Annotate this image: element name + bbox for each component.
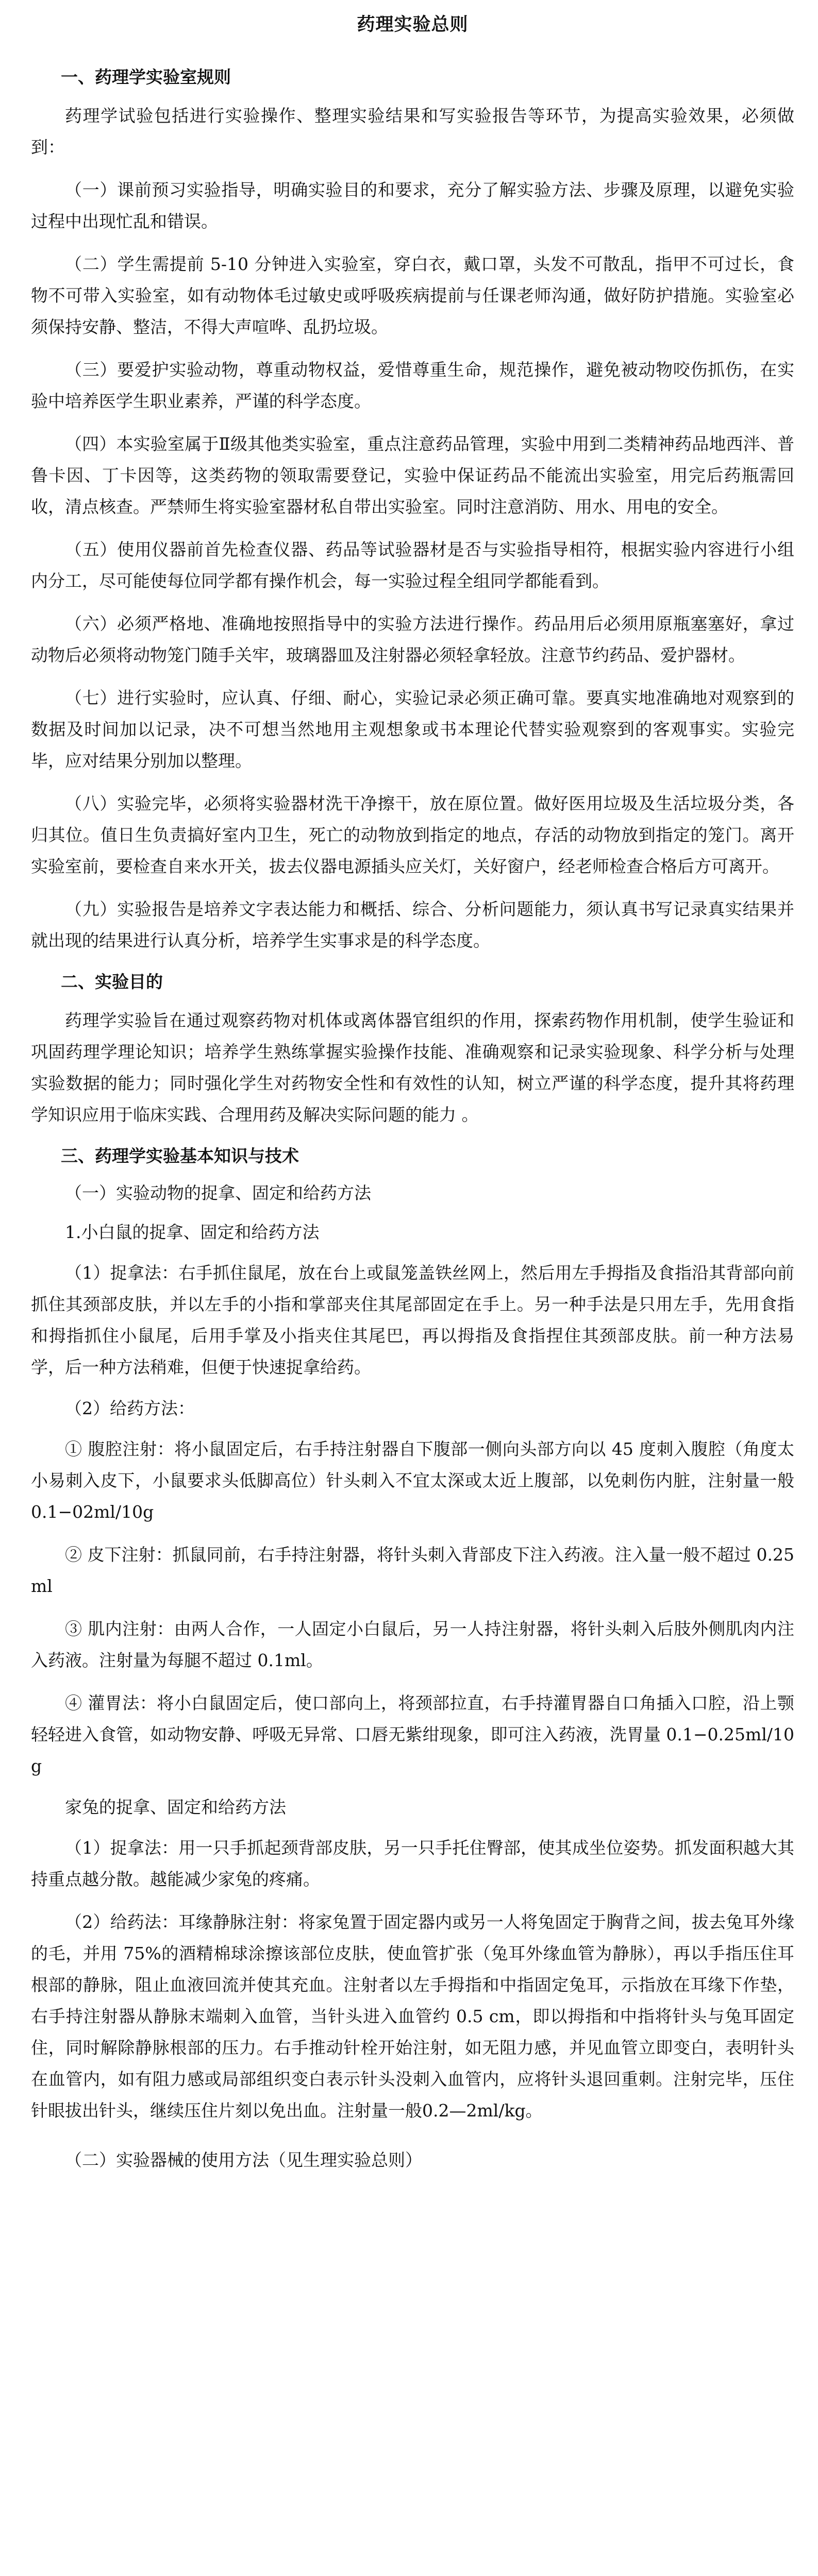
objectives-body: 药理学实验旨在通过观察药物对机体或离体器官组织的作用，探索药物作用机制，使学生验证和巩固药理学理论知识；培养学生熟练掌握实验操作技能、准确观察和记录实验现象、科学分析与处理实验数据的能力；同时强化学生对药物安全性和有效性的认知，树立严谨的科学态度，提升其将药理学知识应用于临床实践、合理用药及解决实际问题的能力 。: [31, 1010, 794, 1125]
section-heading-basic-techniques: 三、药理学实验基本知识与技术: [61, 1146, 299, 1166]
subsection-heading-animal-handling: （一）实验动物的捉拿、固定和给药方法: [65, 1183, 371, 1203]
lab-rule-item-5: （五）使用仪器前首先检查仪器、药品等试验器材是否与实验指导相符，根据实验内容进行小组内分工，尽可能使每位同学都有操作机会，每一实验过程全组同学都能看到。: [31, 539, 794, 591]
lab-rule-item-3: （三）要爱护实验动物，尊重动物权益，爱惜尊重生命，规范操作，避免被动物咬伤抓伤，在实验中培养医学生职业素养，严谨的科学态度。: [31, 360, 794, 411]
mouse-admin-heading: （2）给药方法：: [65, 1398, 195, 1418]
lab-rules-intro: 药理学试验包括进行实验操作、整理实验结果和写实验报告等环节，为提高实验效果，必须做到：: [31, 106, 794, 157]
lab-rule-item-1: （一）课前预习实验指导，明确实验目的和要求，充分了解实验方法、步骤及原理，以避免实验过程中出现忙乱和错误。: [31, 180, 794, 231]
mouse-admin-intraperitoneal: ① 腹腔注射：将小鼠固定后，右手持注射器自下腹部一侧向头部方向以 45 度刺入腹腔（角度太小易刺入皮下，小鼠要求头低脚高位）针头刺入不宜太深或太近上腹部，以免刺伤内脏，注射量一般 0.1−02ml/10g: [31, 1439, 794, 1522]
document-title: 药理实验总则: [357, 14, 469, 35]
lab-rule-item-7: （七）进行实验时，应认真、仔细、耐心，实验记录必须正确可靠。要真实地准确地对观察到的数据及时间加以记录，决不可想当然地用主观想象或书本理论代替实验观察到的客观事实。实验完毕，应对结果分别加以整理。: [31, 688, 794, 771]
mouse-section-title: 1.小白鼠的捉拿、固定和给药方法: [65, 1222, 320, 1242]
rabbit-admin-method: （2）给药法：耳缘静脉注射：将家兔置于固定器内或另一人将兔固定于胸背之间，拔去兔耳外缘的毛，并用 75%的酒精棉球涂擦该部位皮肤，使血管扩张（兔耳外缘血管为静脉），再以手指压住耳根部的静脉，阻止血液回流并使其充血。注射者以左手拇指和中指固定兔耳，示指放在耳缘下作垫，右手持注射器从静脉末端刺入血管，当针头进入血管约 0.5 cm，即以拇指和中指将针头与兔耳固定住，同时解除静脉根部的压力。右手推动针栓开始注射，如无阻力感，并见血管立即变白，表明针头在血管内，如有阻力感或局部组织变白表示针头没刺入血管内，应将针头退回重刺。注射完毕，压住针眼拔出针头，继续压住片刻以免出血。注射量一般0.2—2ml/kg。: [31, 1912, 794, 2121]
rabbit-capture-method: （1）捉拿法：用一只手抓起颈背部皮肤，另一只手托住臀部，使其成坐位姿势。抓发面积越大其持重点越分散。越能减少家兔的疼痛。: [31, 1838, 794, 1889]
lab-rule-item-2: （二）学生需提前 5-10 分钟进入实验室，穿白衣，戴口罩，头发不可散乱，指甲不可过长，食物不可带入实验室，如有动物体毛过敏史或呼吸疾病提前与任课老师沟通，做好防护措施。实验室必须保持安静、整洁，不得大声喧哗、乱扔垃圾。: [31, 254, 794, 337]
section-heading-lab-rules: 一、药理学实验室规则: [61, 67, 231, 87]
lab-rule-item-6: （六）必须严格地、准确地按照指导中的实验方法进行操作。药品用后必须用原瓶塞塞好，拿过动物后必须将动物笼门随手关牢，玻璃器皿及注射器必须轻拿轻放。注意节约药品、爱护器材。: [31, 614, 794, 665]
rabbit-section-title: 家兔的捉拿、固定和给药方法: [65, 1797, 286, 1817]
mouse-admin-gavage: ④ 灌胃法：将小白鼠固定后，使口部向上，将颈部拉直，右手持灌胃器自口角插入口腔，沿上颚轻轻进入食管，如动物安静、呼吸无异常、口唇无紫绀现象，即可注入药液，洗胃量 0.1−0.25ml/10g: [31, 1693, 794, 1776]
lab-rule-item-8: （八）实验完毕，必须将实验器材洗干净擦干，放在原位置。做好医用垃圾及生活垃圾分类，各归其位。值日生负责搞好室内卫生，死亡的动物放到指定的地点，存活的动物放到指定的笼门。离开实验室前，要检查自来水开关，拔去仪器电源插头应关灯，关好窗户，经老师检查合格后方可离开。: [31, 793, 794, 876]
section-heading-objectives: 二、实验目的: [61, 972, 163, 992]
subsection-heading-instruments: （二）实验器械的使用方法（见生理实验总则）: [65, 2150, 422, 2170]
lab-rule-item-9: （九）实验报告是培养文字表达能力和概括、综合、分析问题能力，须认真书写记录真实结果并就出现的结果进行认真分析，培养学生实事求是的科学态度。: [31, 899, 794, 951]
mouse-capture-method: （1）捉拿法：右手抓住鼠尾，放在台上或鼠笼盖铁丝网上，然后用左手拇指及食指沿其背部向前抓住其颈部皮肤，并以左手的小指和掌部夹住其尾部固定在手上。另一种手法是只用左手，先用食指和拇指抓住小鼠尾，后用手掌及小指夹住其尾巴，再以拇指及食指捏住其颈部皮肤。前一种方法易学，后一种方法稍难，但便于快速捉拿给药。: [31, 1263, 794, 1377]
lab-rule-item-4: （四）本实验室属于Ⅱ级其他类实验室，重点注意药品管理，实验中用到二类精神药品地西泮、普鲁卡因、丁卡因等，这类药物的领取需要登记，实验中保证药品不能流出实验室，用完后药瓶需回收，清点核查。严禁师生将实验室器材私自带出实验室。同时注意消防、用水、用电的安全。: [31, 434, 794, 517]
mouse-admin-intramuscular: ③ 肌内注射：由两人合作，一人固定小白鼠后，另一人持注射器，将针头刺入后肢外侧肌肉内注入药液。注射量为每腿不超过 0.1ml。: [31, 1619, 794, 1670]
mouse-admin-subcutaneous: ② 皮下注射：抓鼠同前，右手持注射器，将针头刺入背部皮下注入药液。注入量一般不超过 0.25ml: [31, 1545, 794, 1596]
